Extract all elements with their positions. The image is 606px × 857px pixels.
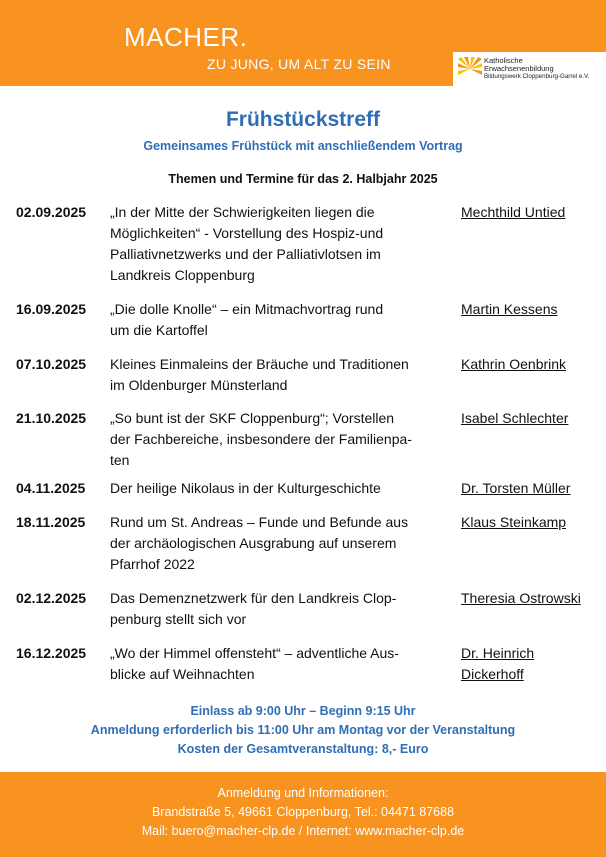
footer-address: Brandstraße 5, 49661 Cloppenburg, Tel.: 04471 87688	[151, 805, 455, 819]
page-subtitle: Gemeinsames Frühstück mit anschließendem Vortrag	[143, 139, 463, 153]
logo-text	[484, 57, 589, 82]
event-date: 18.11.2025	[16, 514, 86, 530]
event-date: 21.10.2025	[16, 410, 87, 426]
event-title: „Wo der Himmel offensteht“ – adventliche Aus- blicke auf Weihnachten	[110, 645, 399, 682]
brand-name: MACHER.	[124, 22, 248, 52]
logo-line-3: Bildungswerk Cloppenburg-Garrel e.V.	[484, 73, 590, 81]
sunburst-logo-icon	[458, 57, 482, 81]
event-date: 16.12.2025	[16, 645, 87, 661]
event-title: „Die dolle Knolle“ – ein Mitmachvortrag rund um die Kartoffel	[110, 301, 384, 338]
event-date: 02.09.2025	[16, 204, 87, 220]
event-speaker: Dr. Torsten Müller	[461, 480, 571, 496]
event-date: 07.10.2025	[16, 356, 87, 372]
event-title: Rund um St. Andreas – Funde und Befunde aus der archäologischen Ausgrabung auf unserem Pfarrhof 2022	[110, 514, 409, 572]
event-speaker: Klaus Steinkamp	[461, 514, 567, 530]
themes-heading: Themen und Termine für das 2. Halbjahr 2025	[168, 172, 438, 186]
time-note: Einlass ab 9:00 Uhr – Beginn 9:15 Uhr	[190, 704, 416, 718]
event-speaker: Kathrin Oenbrink	[461, 356, 567, 372]
registration-note: Anmeldung erforderlich bis 11:00 Uhr am Montag vor der Veranstaltung	[90, 723, 516, 737]
organization-logo	[453, 52, 606, 88]
event-title: Kleines Einmaleins der Bräuche und Traditionen im Oldenburger Münsterland	[110, 356, 409, 393]
event-title: Das Demenznetzwerk für den Landkreis Clop- penburg stellt sich vor	[110, 590, 397, 627]
cost-note: Kosten der Gesamtveranstaltung: 8,- Euro	[177, 742, 429, 756]
event-title: „In der Mitte der Schwierigkeiten liegen die Möglichkeiten“ - Vorstellung des Hospiz-und Palliativnetzwerks und der Palliativlotsen im Landkreis Cloppenburg	[110, 204, 384, 283]
event-title: „So bunt ist der SKF Cloppenburg“; Vorstellen der Fachbereiche, insbesondere der Familienpa- ten	[110, 410, 412, 468]
logo-line-1: Katholische	[484, 56, 523, 65]
event-date: 04.11.2025	[16, 480, 86, 496]
footer-contact: Mail: buero@macher-clp.de / Internet: www.macher-clp.de	[141, 824, 465, 838]
event-speaker: Martin Kessens	[461, 301, 558, 317]
event-speaker: Theresia Ostrowski	[461, 590, 581, 606]
event-speaker: Dr. Heinrich Dickerhoff	[461, 645, 535, 682]
footer-heading: Anmeldung und Informationen:	[217, 786, 389, 800]
page-title: Frühstückstreff	[225, 108, 381, 131]
event-speaker: Isabel Schlechter	[461, 410, 569, 426]
event-date: 16.09.2025	[16, 301, 87, 317]
event-speaker: Mechthild Untied	[461, 204, 566, 220]
footer-band	[0, 772, 606, 857]
slogan: ZU JUNG, UM ALT ZU SEIN	[207, 56, 391, 72]
event-title: Der heilige Nikolaus in der Kulturgeschichte	[110, 480, 381, 496]
event-date: 02.12.2025	[16, 590, 87, 606]
logo-line-2: Erwachsenenbildung	[484, 64, 554, 74]
